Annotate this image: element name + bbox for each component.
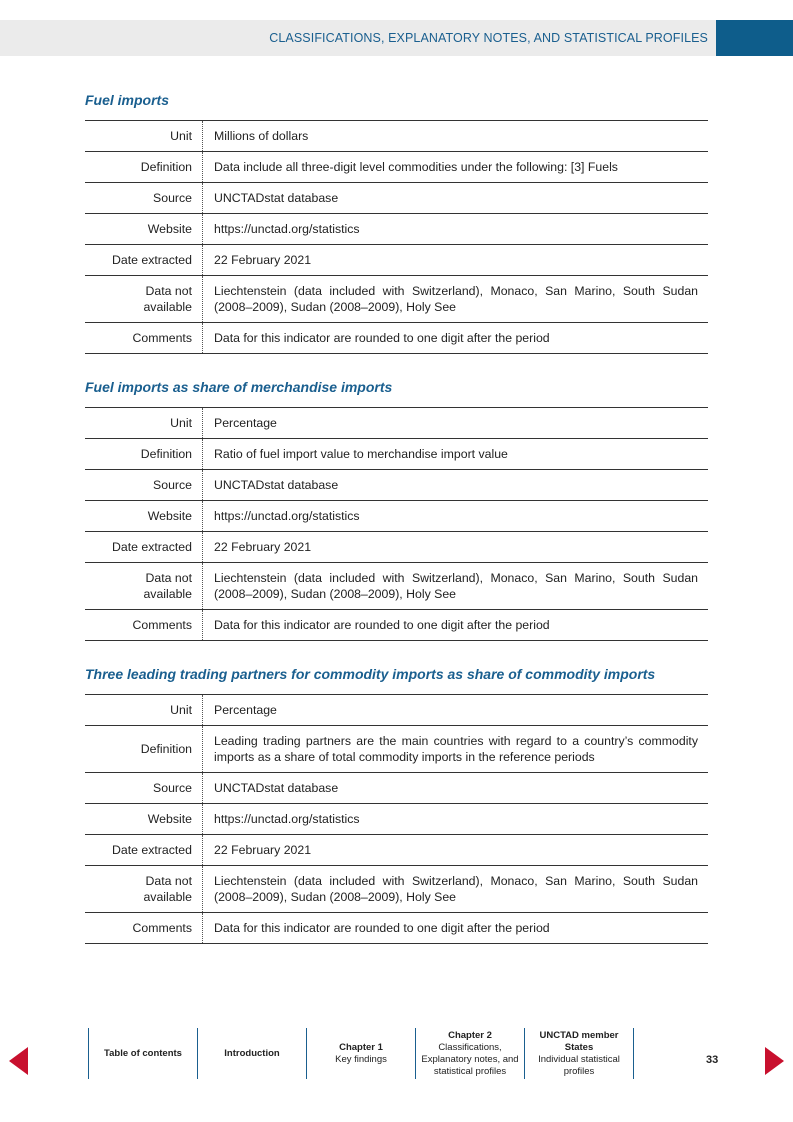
row-value: Data for this indicator are rounded to one digit after the period <box>214 921 550 935</box>
table-row <box>85 214 708 245</box>
row-value: Percentage <box>214 703 277 717</box>
row-label: Date extracted <box>85 245 203 276</box>
row-label: Date extracted <box>85 532 203 563</box>
table-row <box>85 695 708 726</box>
row-label: Source <box>85 470 203 501</box>
table-row <box>85 726 708 773</box>
row-value: Leading trading partners are the main countries with regard to a country’s commodity imports as a share of total commodity imports in the reference periods <box>214 734 698 764</box>
table-row <box>85 408 708 439</box>
row-label: Comments <box>85 323 203 354</box>
row-value: UNCTADstat database <box>214 478 339 492</box>
row-value: Millions of dollars <box>214 129 309 143</box>
row-value: Data for this indicator are rounded to one digit after the period <box>214 331 550 345</box>
row-label: Definition <box>85 439 203 470</box>
nav-member-states[interactable]: UNCTAD member States Individual statistical profiles <box>524 1028 634 1079</box>
nav-chapter-1[interactable]: Chapter 1 Key findings <box>306 1028 415 1079</box>
row-label: Definition <box>85 726 203 773</box>
section-title: Three leading trading partners for commodity imports as share of commodity imports <box>85 666 656 682</box>
row-value: https://unctad.org/statistics <box>214 812 360 826</box>
row-label: Website <box>85 501 203 532</box>
section-trading-partners <box>85 666 708 944</box>
row-value: Liechtenstein (data included with Switzerland), Monaco, San Marino, South Sudan (2008–2009), Sudan (2008–2009), Holy See <box>214 284 698 314</box>
header-title: CLASSIFICATIONS, EXPLANATORY NOTES, AND STATISTICAL PROFILES <box>269 31 708 45</box>
row-value: Data for this indicator are rounded to one digit after the period <box>214 618 550 632</box>
indicator-table <box>85 120 708 354</box>
row-value: Data include all three-digit level commodities under the following: [3] Fuels <box>214 160 618 174</box>
row-label: Date extracted <box>85 835 203 866</box>
row-label: Unit <box>85 408 203 439</box>
table-row <box>85 835 708 866</box>
section-title: Fuel imports <box>85 92 170 108</box>
table-row <box>85 245 708 276</box>
row-value: https://unctad.org/statistics <box>214 509 360 523</box>
row-value: https://unctad.org/statistics <box>214 222 360 236</box>
row-value: 22 February 2021 <box>214 843 312 857</box>
table-row <box>85 276 708 323</box>
table-row <box>85 532 708 563</box>
triangle-left-icon[interactable] <box>9 1047 28 1075</box>
table-row <box>85 439 708 470</box>
row-label: Comments <box>85 610 203 641</box>
section-fuel-imports-share <box>85 379 708 641</box>
nav-chapter-2[interactable]: Chapter 2 Classifications, Explanatory notes, and statistical profiles <box>415 1028 524 1079</box>
row-label: Definition <box>85 152 203 183</box>
table-row <box>85 183 708 214</box>
row-label: Website <box>85 804 203 835</box>
table-row <box>85 610 708 641</box>
table-row <box>85 501 708 532</box>
footer-nav <box>88 1028 634 1079</box>
row-label: Source <box>85 183 203 214</box>
nav-introduction[interactable]: Introduction <box>197 1028 306 1079</box>
row-value: UNCTADstat database <box>214 191 339 205</box>
table-row <box>85 773 708 804</box>
table-row <box>85 152 708 183</box>
section-fuel-imports <box>85 92 708 354</box>
row-value: UNCTADstat database <box>214 781 339 795</box>
row-label: Unit <box>85 121 203 152</box>
table-row <box>85 470 708 501</box>
row-label: Unit <box>85 695 203 726</box>
triangle-right-icon[interactable] <box>765 1047 784 1075</box>
row-label: Data not available <box>85 276 203 323</box>
row-label: Website <box>85 214 203 245</box>
row-value: Ratio of fuel import value to merchandise import value <box>214 447 508 461</box>
row-value: 22 February 2021 <box>214 540 312 554</box>
table-row <box>85 913 708 944</box>
header-bar <box>0 20 716 56</box>
table-row <box>85 121 708 152</box>
row-value: Percentage <box>214 416 277 430</box>
header-accent-block <box>716 20 793 56</box>
table-row <box>85 804 708 835</box>
row-label: Comments <box>85 913 203 944</box>
row-label: Data not available <box>85 563 203 610</box>
indicator-table <box>85 407 708 641</box>
nav-table-of-contents[interactable]: Table of contents <box>88 1028 197 1079</box>
page-number: 33 <box>706 1054 719 1066</box>
indicator-table <box>85 694 708 944</box>
row-value: Liechtenstein (data included with Switzerland), Monaco, San Marino, South Sudan (2008–2009), Sudan (2008–2009), Holy See <box>214 571 698 601</box>
table-row <box>85 866 708 913</box>
row-label: Data not available <box>85 866 203 913</box>
section-title: Fuel imports as share of merchandise imports <box>85 379 393 395</box>
row-value: 22 February 2021 <box>214 253 312 267</box>
row-label: Source <box>85 773 203 804</box>
table-row <box>85 563 708 610</box>
row-value: Liechtenstein (data included with Switzerland), Monaco, San Marino, South Sudan (2008–2009), Sudan (2008–2009), Holy See <box>214 874 698 904</box>
table-row <box>85 323 708 354</box>
